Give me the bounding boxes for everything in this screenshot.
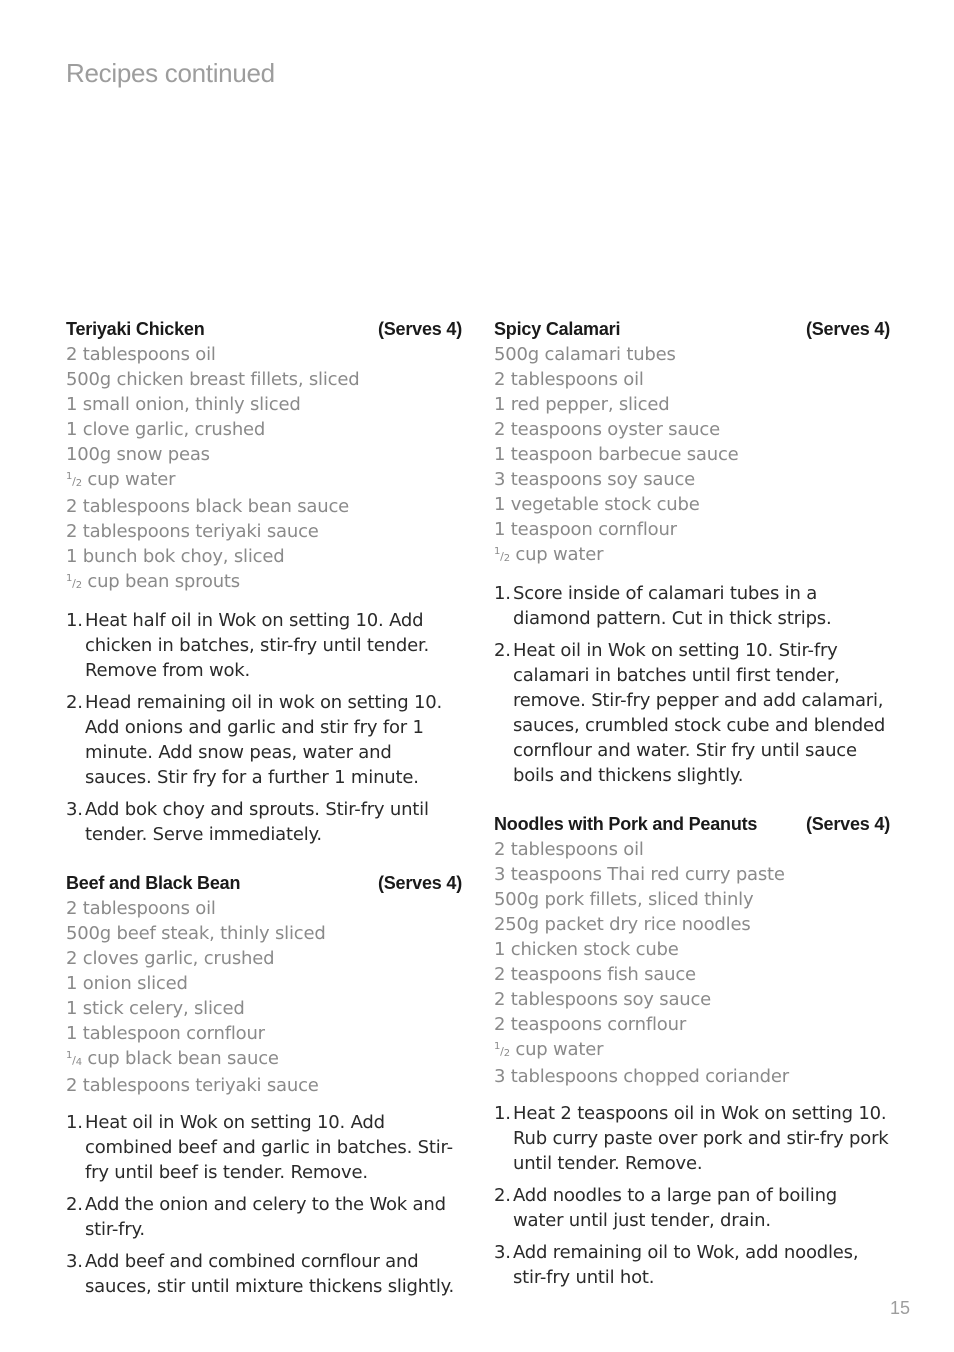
recipe-title: Teriyaki Chicken xyxy=(66,319,205,339)
ingredient-text: 1 chicken stock cube xyxy=(494,939,679,960)
ingredient-text: cup water xyxy=(509,1039,604,1060)
method-step xyxy=(66,1192,462,1242)
ingredient-item xyxy=(494,912,890,937)
ingredient-item xyxy=(494,862,890,887)
ingredient-item xyxy=(66,494,462,519)
step-number: 2. xyxy=(494,1185,511,1206)
step-number: 1. xyxy=(66,610,83,631)
recipe-header xyxy=(66,318,462,342)
ingredient-text: 2 teaspoons oyster sauce xyxy=(494,419,720,440)
ingredient-item xyxy=(66,921,462,946)
ingredient-item xyxy=(66,896,462,921)
fraction-numerator: 1 xyxy=(494,1041,501,1052)
step-text: Add noodles to a large pan of boiling water until just tender, drain. xyxy=(513,1185,838,1231)
ingredient-item xyxy=(494,837,890,862)
ingredient-text: cup water xyxy=(509,544,604,565)
ingredient-text: 500g calamari tubes xyxy=(494,344,676,365)
step-number: 2. xyxy=(494,640,511,661)
ingredient-text: 500g chicken breast fillets, sliced xyxy=(66,369,360,390)
ingredient-text: cup water xyxy=(81,469,176,490)
ingredient-text: 1 teaspoon barbecue sauce xyxy=(494,444,739,465)
ingredient-text: 1 teaspoon cornflour xyxy=(494,519,677,540)
ingredient-list xyxy=(494,837,890,1089)
ingredient-text: 1 clove garlic, crushed xyxy=(66,419,266,440)
method-step xyxy=(494,638,890,788)
fraction-numerator: 1 xyxy=(66,573,73,584)
recipe-title: Spicy Calamari xyxy=(494,319,621,339)
ingredient-item xyxy=(66,417,462,442)
method-step xyxy=(494,1183,890,1233)
recipe-title: Noodles with Pork and Peanuts xyxy=(494,814,758,834)
ingredient-text: 1 vegetable stock cube xyxy=(494,494,700,515)
ingredient-item xyxy=(494,417,890,442)
ingredient-item xyxy=(494,517,890,542)
fraction-numerator: 1 xyxy=(494,546,501,557)
ingredient-text: 500g pork fillets, sliced thinly xyxy=(494,889,754,910)
fraction: $^1/_2$ xyxy=(494,546,510,564)
step-text: Heat oil in Wok on setting 10. Add combined beef and garlic in batches. Stir-fry until beef is tender. Remove. xyxy=(85,1112,453,1183)
ingredient-item xyxy=(66,519,462,544)
ingredient-text: 3 teaspoons Thai red curry paste xyxy=(494,864,785,885)
fraction: $^1/_4$ xyxy=(66,1050,82,1068)
step-number: 1. xyxy=(494,583,511,604)
ingredient-item xyxy=(494,1037,890,1064)
method-steps xyxy=(66,1110,462,1299)
step-number: 3. xyxy=(494,1242,511,1263)
ingredient-item xyxy=(66,467,462,494)
recipe-header xyxy=(494,318,890,342)
ingredient-item xyxy=(494,887,890,912)
method-step xyxy=(494,1240,890,1290)
ingredient-item xyxy=(66,569,462,596)
recipe xyxy=(494,813,890,1290)
serves-label: (Serves 4) xyxy=(377,873,462,893)
fraction-denominator: 4 xyxy=(75,1057,82,1068)
ingredient-item xyxy=(66,544,462,569)
ingredient-item xyxy=(66,971,462,996)
ingredient-text: 1 red pepper, sliced xyxy=(494,394,670,415)
method-steps xyxy=(494,581,890,788)
recipe-header xyxy=(66,872,462,896)
method-steps xyxy=(66,608,462,847)
ingredient-item xyxy=(66,1046,462,1073)
ingredient-text: 2 tablespoons oil xyxy=(494,369,644,390)
method-step xyxy=(494,581,890,631)
ingredient-text: 3 tablespoons chopped coriander xyxy=(494,1066,789,1087)
step-number: 1. xyxy=(494,1103,511,1124)
ingredient-item xyxy=(66,442,462,467)
method-step xyxy=(494,1101,890,1176)
ingredient-text: 2 tablespoons black bean sauce xyxy=(66,496,350,517)
method-step xyxy=(66,1249,462,1299)
fraction-denominator: 2 xyxy=(75,478,82,489)
page-number: 15 xyxy=(889,1298,910,1318)
fraction: $^1/_2$ xyxy=(66,573,82,591)
ingredient-item xyxy=(66,1021,462,1046)
ingredient-item xyxy=(494,467,890,492)
ingredient-item xyxy=(494,987,890,1012)
ingredient-item xyxy=(66,996,462,1021)
step-text: Heat oil in Wok on setting 10. Stir-fry calamari in batches until first tender, remove. Stir-fry pepper and add calamari, sauces, crumbled stock cube and blended cornflour and water. Stir fry until sauce boils and thickens slightly. xyxy=(513,640,886,786)
recipe xyxy=(494,318,890,788)
step-number: 1. xyxy=(66,1112,83,1133)
ingredient-text: 100g snow peas xyxy=(66,444,210,465)
ingredient-text: 1 small onion, thinly sliced xyxy=(66,394,301,415)
fraction-denominator: 2 xyxy=(503,553,510,564)
ingredient-item xyxy=(66,1073,462,1098)
ingredient-text: 2 teaspoons cornflour xyxy=(494,1014,687,1035)
ingredient-item xyxy=(66,392,462,417)
ingredient-item xyxy=(494,1064,890,1089)
method-step xyxy=(66,608,462,683)
recipe xyxy=(66,872,462,1299)
ingredient-text: cup black bean sauce xyxy=(81,1048,279,1069)
ingredient-item xyxy=(494,442,890,467)
ingredient-text: 2 tablespoons teriyaki sauce xyxy=(66,521,319,542)
fraction-numerator: 1 xyxy=(66,471,73,482)
ingredient-item xyxy=(494,342,890,367)
ingredient-text: 2 teaspoons fish sauce xyxy=(494,964,696,985)
ingredient-list xyxy=(66,896,462,1098)
ingredient-item xyxy=(494,962,890,987)
serves-label: (Serves 4) xyxy=(805,814,890,834)
right-column xyxy=(494,318,890,1315)
step-text: Heat 2 teaspoons oil in Wok on setting 10. Rub curry paste over pork and stir-fry pork until tender. Remove. xyxy=(513,1103,889,1174)
recipe-header xyxy=(494,813,890,837)
ingredient-text: 1 stick celery, sliced xyxy=(66,998,245,1019)
ingredient-text: 2 tablespoons oil xyxy=(66,898,216,919)
method-step xyxy=(66,797,462,847)
recipe xyxy=(66,318,462,847)
ingredient-text: 2 tablespoons oil xyxy=(494,839,644,860)
step-number: 3. xyxy=(66,1251,83,1272)
ingredient-text: 2 tablespoons teriyaki sauce xyxy=(66,1075,319,1096)
step-number: 3. xyxy=(66,799,83,820)
ingredient-list xyxy=(494,342,890,569)
step-text: Add remaining oil to Wok, add noodles, stir-fry until hot. xyxy=(513,1242,859,1288)
method-step xyxy=(66,1110,462,1185)
ingredient-text: 250g packet dry rice noodles xyxy=(494,914,751,935)
method-step xyxy=(66,690,462,790)
ingredient-item xyxy=(494,1012,890,1037)
ingredient-item xyxy=(494,542,890,569)
step-text: Add bok choy and sprouts. Stir-fry until tender. Serve immediately. xyxy=(85,799,429,845)
ingredient-text: 1 onion sliced xyxy=(66,973,188,994)
step-text: Head remaining oil in wok on setting 10. Add onions and garlic and stir fry for 1 minute. Add snow peas, water and sauces. Stir fry for a further 1 minute. xyxy=(85,692,443,788)
ingredient-item xyxy=(494,367,890,392)
ingredient-item xyxy=(66,342,462,367)
left-column xyxy=(66,318,462,1324)
fraction: $^1/_2$ xyxy=(66,471,82,489)
ingredient-text: 2 tablespoons soy sauce xyxy=(494,989,712,1010)
step-text: Add beef and combined cornflour and sauces, stir until mixture thickens slightly. xyxy=(85,1251,455,1297)
ingredient-item xyxy=(66,946,462,971)
ingredient-item xyxy=(494,492,890,517)
step-text: Add the onion and celery to the Wok and stir-fry. xyxy=(85,1194,446,1240)
fraction-denominator: 2 xyxy=(75,580,82,591)
fraction-numerator: 1 xyxy=(66,1050,73,1061)
ingredient-item xyxy=(494,392,890,417)
serves-label: (Serves 4) xyxy=(377,319,462,339)
ingredient-text: 1 tablespoon cornflour xyxy=(66,1023,265,1044)
ingredient-item xyxy=(494,937,890,962)
ingredient-text: 1 bunch bok choy, sliced xyxy=(66,546,285,567)
serves-label: (Serves 4) xyxy=(805,319,890,339)
recipe-title: Beef and Black Bean xyxy=(66,873,241,893)
ingredient-text: 2 cloves garlic, crushed xyxy=(66,948,275,969)
ingredient-list xyxy=(66,342,462,596)
ingredient-text: cup bean sprouts xyxy=(81,571,240,592)
method-steps xyxy=(494,1101,890,1290)
fraction: $^1/_2$ xyxy=(494,1041,510,1059)
fraction-denominator: 2 xyxy=(503,1048,510,1059)
step-number: 2. xyxy=(66,1194,83,1215)
ingredient-text: 3 teaspoons soy sauce xyxy=(494,469,696,490)
step-number: 2. xyxy=(66,692,83,713)
ingredient-text: 2 tablespoons oil xyxy=(66,344,216,365)
ingredient-item xyxy=(66,367,462,392)
page-title: Recipes continued xyxy=(66,58,275,88)
ingredient-text: 500g beef steak, thinly sliced xyxy=(66,923,326,944)
step-text: Heat half oil in Wok on setting 10. Add chicken in batches, stir-fry until tender. Remove from wok. xyxy=(85,610,430,681)
step-text: Score inside of calamari tubes in a diamond pattern. Cut in thick strips. xyxy=(513,583,832,629)
